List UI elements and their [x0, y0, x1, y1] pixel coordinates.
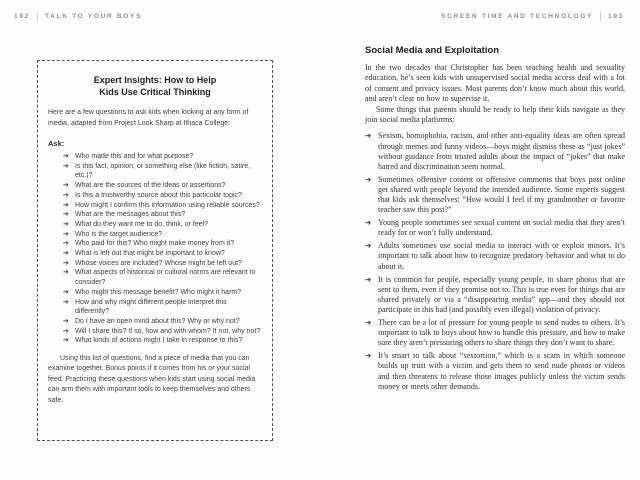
question-item — [63, 288, 262, 298]
right-page-body — [365, 45, 625, 395]
bullet-item — [365, 175, 625, 215]
arrow-bullet-icon: ➔ — [63, 288, 69, 296]
box-intro: Here are a few questions to ask kids when looking at any form of media, adapted from Project Look Sharp at Ithaca College: — [48, 109, 249, 127]
arrow-bullet-icon: ➔ — [365, 218, 372, 228]
right-page-number: 193 — [608, 12, 624, 20]
arrow-bullet-icon: ➔ — [63, 259, 69, 267]
box-closing-paragraph: Using this list of questions, find a piece of media that you can examine together. Bonus points if it comes from his or your social feed. Practicing these questions when kids start using social media can arm them with important tools to keep themselves and others safe. — [48, 355, 256, 404]
bullet-item — [365, 131, 625, 171]
arrow-bullet-icon: ➔ — [63, 153, 69, 160]
bullet-text: It is common for people, especially young people, to share photos that are sent to them, even if they promise not to. This is true even for things that are shared privately or via a “disappearing media” app—and they should not participate in this bad (and possibly even illegal) violation of privacy. — [378, 274, 625, 314]
arrow-bullet-icon: ➔ — [365, 241, 372, 251]
arrow-bullet-icon: ➔ — [365, 131, 372, 141]
arrow-bullet-icon: ➔ — [63, 317, 69, 325]
question-text: Whose voices are included? Whose might be left out? — [75, 259, 242, 267]
arrow-bullet-icon: ➔ — [63, 240, 69, 248]
question-item — [63, 181, 262, 191]
box-title-line2: Kids Use Critical Thinking — [99, 87, 211, 97]
question-text: Do I have an open mind about this? Why or why not? — [75, 317, 240, 325]
bullet-item — [365, 351, 625, 391]
question-text: Who paid for this? Who might make money from it? — [75, 240, 235, 248]
expert-insights-box — [37, 60, 273, 441]
question-item — [63, 210, 262, 220]
right-running-head: SCREEN TIME AND TECHNOLOGY — [441, 12, 594, 20]
arrow-bullet-icon: ➔ — [63, 337, 69, 345]
box-title — [48, 74, 262, 98]
question-text: What do they want me to do, think, or feel? — [75, 220, 209, 228]
question-text: What is left out that might be important to know? — [75, 250, 225, 258]
question-item — [63, 201, 262, 211]
arrow-bullet-icon: ➔ — [63, 220, 69, 228]
critical-thinking-question-list — [48, 152, 262, 346]
arrow-bullet-icon: ➔ — [63, 201, 69, 209]
arrow-bullet-icon: ➔ — [63, 269, 69, 277]
question-item — [63, 220, 262, 230]
left-page-header — [14, 11, 142, 21]
bullet-item — [365, 241, 625, 271]
question-text: How might I confirm this information using reliable sources? — [75, 201, 260, 209]
body-paragraph: Some things that parents should be ready to help their kids navigate as they join social media platforms: — [365, 104, 625, 125]
bullet-item — [365, 218, 625, 238]
arrow-bullet-icon: ➔ — [63, 230, 69, 238]
arrow-bullet-icon: ➔ — [63, 298, 69, 306]
question-text: How and why might different people interpret this differently? — [75, 298, 227, 316]
bullet-text: There can be a lot of pressure for young people to send nudes to others. It’s important to talk to boys about how to handle this pressure, and how to make sure they aren’t pressuring others to share things they don’t want to share. — [378, 318, 625, 348]
ask-label: Ask: — [48, 139, 65, 148]
bullet-item — [365, 275, 625, 315]
question-item — [63, 239, 262, 249]
question-text: What are the sources of the ideas or assertions? — [75, 182, 226, 190]
question-text: What are the messages about this? — [75, 211, 186, 219]
question-item — [63, 327, 262, 337]
bullet-text: Young people sometimes see sexual content on social media that they aren’t ready for or won’t fully understand. — [378, 218, 625, 238]
question-item — [63, 317, 262, 327]
question-item — [63, 230, 262, 240]
bullet-text: It’s smart to talk about “sextortion,” which is a scam in which someone builds up trust with a victim and gets them to send nude photos or videos and then threatens to release those images publicly unless the victim sends money or meets other demands. — [378, 351, 625, 391]
arrow-bullet-icon: ➔ — [63, 250, 69, 258]
arrow-bullet-icon: ➔ — [63, 182, 69, 190]
arrow-bullet-icon: ➔ — [63, 162, 69, 170]
question-text: Will I share this? If so, how and with whom? If not, why not? — [75, 327, 261, 335]
arrow-bullet-icon: ➔ — [63, 191, 69, 199]
question-text: What aspects of historical or cultural norms are relevant to consider? — [75, 269, 256, 287]
question-text: What kinds of actions might I take in response to this? — [75, 337, 243, 345]
bullet-item — [365, 318, 625, 348]
question-text: Who made this and for what purpose? — [75, 153, 194, 160]
exploitation-bullet-list — [365, 131, 625, 391]
arrow-bullet-icon: ➔ — [365, 174, 372, 184]
question-text: Is this a trustworthy source about this particular topic? — [75, 191, 242, 199]
question-item — [63, 298, 262, 317]
section-heading: Social Media and Exploitation — [365, 45, 500, 56]
arrow-bullet-icon: ➔ — [63, 211, 69, 219]
question-item — [63, 336, 262, 346]
body-paragraph: In the two decades that Christopher has been teaching health and sexuality education, he’s seen kids with unsupervised social media access deal with a lot of consent and privacy issues. Most parents don’t know much about this world, and aren’t clear on how to supervise it. — [365, 63, 625, 104]
question-item — [63, 162, 262, 181]
right-page-header — [441, 11, 624, 21]
box-title-line1: Expert Insights: How to Help — [93, 75, 217, 85]
bullet-text: Sometimes offensive content or offensive comments that boys post online get shared with people beyond the intended audience. Some experts suggest that kids ask themselves: “How would I feel if my grandmother or favorite teacher saw this post?” — [378, 174, 625, 215]
left-page-number: 192 — [14, 12, 30, 20]
question-item — [63, 152, 262, 162]
arrow-bullet-icon: ➔ — [365, 318, 372, 328]
question-text: Who is the target audience? — [75, 230, 163, 238]
bullet-text: Sexism, homophobia, racism, and other anti-equality ideas are often spread through memes and funny videos—boys might dismiss these as “just jokes” without guidance from trusted adults about the impact of “jokes” that make hatred and discrimination seem normal. — [378, 131, 625, 171]
header-divider — [600, 12, 601, 21]
question-item — [63, 249, 262, 259]
question-text: Who might this message benefit? Who might it harm? — [75, 288, 242, 296]
question-item — [63, 268, 262, 287]
header-divider — [37, 12, 38, 21]
question-item — [63, 191, 262, 201]
arrow-bullet-icon: ➔ — [365, 351, 372, 361]
question-text: Is this fact, opinion, or something else (like fiction, satire, etc.)? — [75, 162, 251, 180]
arrow-bullet-icon: ➔ — [63, 327, 69, 335]
bullet-text: Adults sometimes use social media to interact with or exploit minors. It’s important to talk about how to recognize predatory behavior and what to do about it. — [378, 241, 625, 271]
arrow-bullet-icon: ➔ — [365, 274, 372, 284]
question-item — [63, 259, 262, 269]
left-running-head: TALK TO YOUR BOYS — [44, 12, 143, 20]
